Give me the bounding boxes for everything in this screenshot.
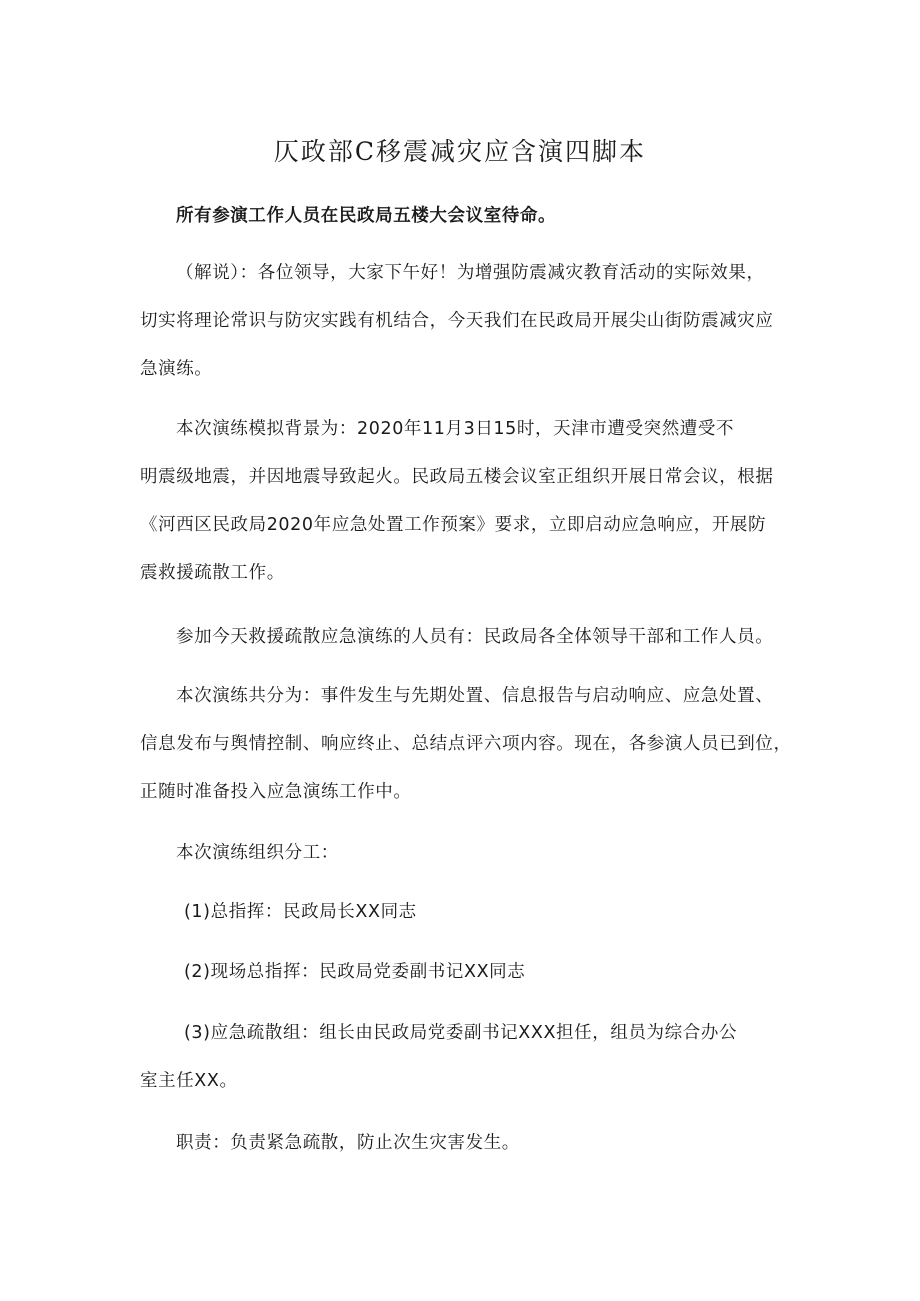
lead-paragraph bbox=[140, 192, 800, 240]
background-line-3: 《河西区民政局2020年应急处置工作预案》要求，立即启动应急响应，开展防 bbox=[140, 515, 767, 535]
document-title: 仄政部C移震减灾应含演四脚本 bbox=[273, 137, 647, 166]
item-2: (2)现场总指挥：民政局党委副书记XX同志 bbox=[184, 962, 526, 982]
participants-paragraph bbox=[140, 613, 800, 661]
lead-line: 所有参演工作人员在民政局五楼大会议室待命。 bbox=[176, 206, 557, 226]
item-3-paragraph bbox=[140, 1009, 800, 1105]
structure-line-1: 本次演练共分为：事件发生与先期处置、信息报告与启动响应、应急处置、 bbox=[176, 686, 774, 706]
intro-paragraph bbox=[140, 249, 800, 393]
intro-line-2: 切实将理论常识与防灾实践有机结合，今天我们在民政局开展尖山街防震减灾应 bbox=[140, 311, 774, 331]
item-1-paragraph bbox=[140, 888, 800, 936]
intro-line-3: 急演练。 bbox=[140, 359, 213, 379]
division-heading: 本次演练组织分工： bbox=[176, 843, 339, 863]
background-line-1: 本次演练模拟背景为：2020年11月3日15时，天津市遭受突然遭受不 bbox=[176, 419, 735, 439]
participants-line: 参加今天救援疏散应急演练的人员有：民政局各全体领导干部和工作人员。 bbox=[176, 627, 774, 647]
background-line-2: 明震级地震，并因地震导致起火。民政局五楼会议室正组织开展日常会议，根据 bbox=[140, 467, 774, 487]
item-3-line-2: 室主任XX。 bbox=[140, 1071, 238, 1091]
background-line-4: 震救援疏散工作。 bbox=[140, 563, 285, 583]
item-1: (1)总指挥：民政局长XX同志 bbox=[184, 902, 417, 922]
structure-line-3: 正随时准备投入应急演练工作中。 bbox=[140, 782, 412, 802]
structure-line-2: 信息发布与舆情控制、响应终止、总结点评六项内容。现在，各参演人员已到位， bbox=[140, 734, 792, 754]
background-paragraph bbox=[140, 405, 800, 597]
duty-paragraph bbox=[140, 1119, 800, 1167]
item-3-line-1: (3)应急疏散组：组长由民政局党委副书记XXX担任，组员为综合办公 bbox=[184, 1023, 738, 1043]
division-heading-paragraph bbox=[140, 829, 800, 877]
item-2-paragraph bbox=[140, 948, 800, 996]
intro-line-1: （解说）：各位领导，大家下午好！为增强防震减灾教育活动的实际效果， bbox=[176, 263, 765, 283]
structure-paragraph bbox=[140, 672, 800, 816]
duty-line: 职责：负责紧急疏散，防止次生灾害发生。 bbox=[176, 1133, 520, 1153]
